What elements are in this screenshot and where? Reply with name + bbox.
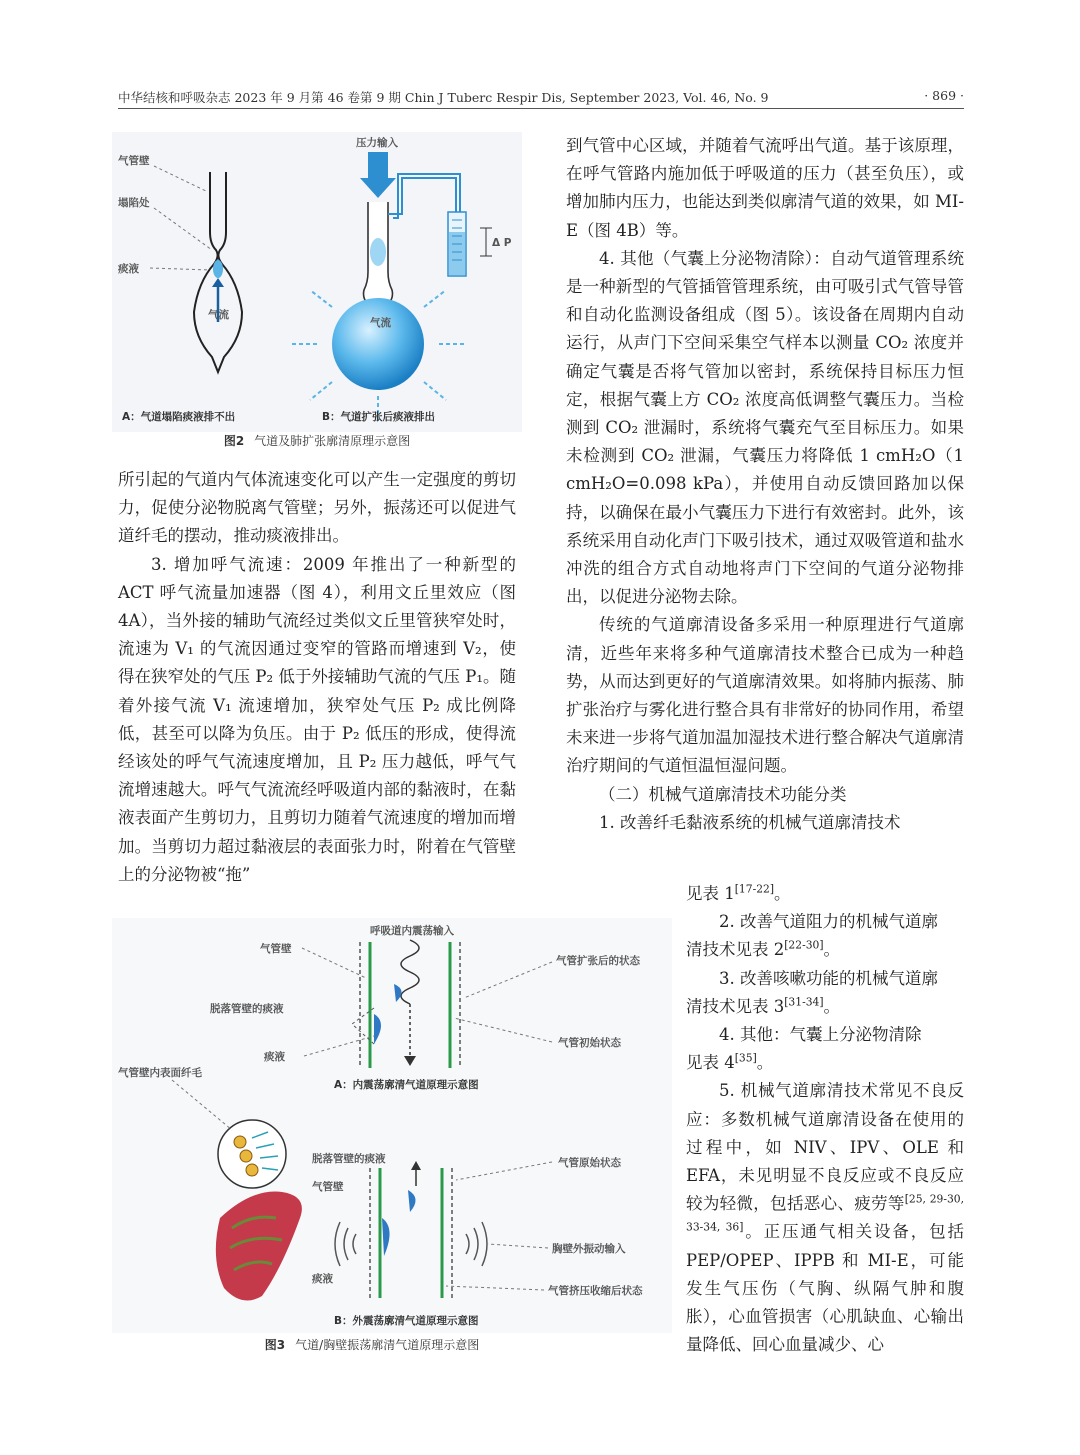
label-sputum: 痰液 <box>118 263 139 275</box>
item-3-text: 清技术见表 3 <box>686 996 785 1016</box>
label-collapse: 塌陷处 <box>118 197 150 209</box>
label-chest-input: 胸壁外振动输入 <box>552 1243 626 1255</box>
figure-2b-sublabel: B：气道扩张后痰液排出 <box>322 411 436 423</box>
item-4-end: 。 <box>756 1053 774 1073</box>
section-heading: （二）机械气道廓清技术功能分类 <box>599 784 847 804</box>
label-airway-wall: 气管壁 <box>118 155 150 167</box>
left-paragraph-2: 3. 增加呼气流速：2009 年推出了一种新型的 ACT 呼气流量加速器（图 4），利用文丘里效应（图4A），当外接的辅助气流经过类似文丘里管狭窄处时，流速为 V₁ 的气流因通过变窄的管路而增速到 V₂，使得在狭窄处的气压 P₂ 低于外接辅助气流的气压 P₁。随着外接气流 V₁ 流速增加，狭窄处气压 P₂ 成比例降低，甚至可以降为负压。由于 P₂ 低压的形成，使得流经该处的呼气气流速度增加，且 P₂ 压力越低，呼气气流增速越大。呼气气流流经呼吸道内部的黏液时，在黏液表面产生剪切力，且剪切力随着气流速度的增加而增加。当剪切力超过黏液层的表面张力时，附着在气管壁上的分泌物被“拖” <box>118 554 516 884</box>
label-detached-a: 脱落管壁的痰液 <box>210 1003 284 1015</box>
figure-3b-sublabel: B：外震荡廓清气道原理示意图 <box>334 1315 479 1327</box>
label-cilia: 气管壁内表面纤毛 <box>118 1067 202 1079</box>
item-2-text: 清技术见表 2 <box>686 940 785 960</box>
item-4-line-1: 4. 其他：气囊上分泌物清除 <box>719 1025 922 1045</box>
running-header <box>118 88 964 109</box>
item-5-continued: 。正压通气相关设备，包括 PEP/OPEP、IPPB 和 MI-E，可能发生气压伤（气胸、纵隔气肿和腹胀），心血管损害（心肌缺血、心输出量降低、回心血量减少、心 <box>686 1222 964 1355</box>
label-original-state: 气管原始状态 <box>558 1157 621 1169</box>
item-1-end: 。 <box>774 884 791 903</box>
header-journal: 中华结核和呼吸杂志 2023 年 9 月第 46 卷第 9 期 Chin J Tuberc Respir Dis, September 2023, Vol. 46, No. 9 <box>118 90 769 105</box>
label-initial-state: 气管初始状态 <box>558 1037 621 1049</box>
figure-3-caption-text: 气道/胸壁振荡廓清气道原理示意图 <box>295 1338 480 1352</box>
pressure-arrow-shaft <box>368 152 388 180</box>
label-pressure-input: 压力输入 <box>356 137 398 149</box>
figure-3a-sublabel: A：内震荡廓清气道原理示意图 <box>334 1079 479 1091</box>
item-3-ref: [31-34] <box>784 995 824 1009</box>
header-page-number: · 869 · <box>924 88 964 103</box>
label-airflow-b: 气流 <box>370 317 391 329</box>
figure-2-diagram <box>112 132 522 432</box>
label-detached-b: 脱落管壁的痰液 <box>312 1153 386 1165</box>
label-internal-input: 呼吸道内震荡输入 <box>370 925 454 937</box>
item-1-line-2 <box>686 880 964 908</box>
label-wall-a: 气管壁 <box>260 943 292 955</box>
figure-3-caption <box>112 1336 632 1353</box>
right-narrow-block <box>686 880 964 1359</box>
item-2-end: 。 <box>823 940 841 960</box>
label-delta-p: Δ P <box>492 237 512 249</box>
label-expanded-state: 气管扩张后的状态 <box>556 955 640 967</box>
item-5-text: 5. 机械气道廓清技术常见不良反应：多数机械气道廓清设备在使用的过程中，如 NIV、IPV、OLE 和 EFA，未见明显不良反应或不良反应较为轻微，包括恶心、疲劳等 <box>686 1081 964 1214</box>
label-sputum-a: 痰液 <box>264 1051 285 1063</box>
item-4-ref: [35] <box>734 1051 757 1065</box>
label-wall-b: 气管壁 <box>312 1181 344 1193</box>
figure-2a-sublabel: A：气道塌陷痰液排不出 <box>122 411 236 423</box>
sputum-blob <box>213 260 223 278</box>
label-compressed-state: 气管挤压收缩后状态 <box>548 1285 643 1297</box>
label-sputum-b: 痰液 <box>312 1273 333 1285</box>
figure-2-caption-text: 气道及肺扩张廓清原理示意图 <box>254 434 411 448</box>
item-4-text: 见表 4 <box>686 1053 735 1073</box>
right-column-text <box>566 132 964 837</box>
figure-2-caption <box>112 432 522 449</box>
item-1-line-1: 1. 改善纤毛黏液系统的机械气道廓清技术 <box>599 812 901 832</box>
item-3-line-2 <box>686 993 964 1021</box>
left-paragraph-1: 所引起的气道内气体流速变化可以产生一定强度的剪切力，促使分泌物脱离气管壁；另外，振荡还可以促进气道纤毛的摆动，推动痰液排出。 <box>118 470 516 546</box>
figure-3-caption-number: 图3 <box>264 1338 286 1352</box>
figure-2 <box>112 132 522 452</box>
right-paragraph-1: 到气管中心区域，并随着气流呼出气道。基于该原理，在呼气管路内施加低于呼吸道的压力（甚至负压），或增加肺内压力，也能达到类似廓清气道的效果，如 MI-E（图 4B）等。 <box>566 136 964 240</box>
left-column-text <box>118 466 516 889</box>
item-3-line-1: 3. 改善咳嗽功能的机械气道廓 <box>719 968 938 988</box>
item-5-ref: [25, 29-30, 33-34, 36] <box>686 1192 965 1234</box>
item-2-line-1: 2. 改善气道阻力的机械气道廓 <box>719 912 938 932</box>
item-5-paragraph <box>686 1077 964 1359</box>
item-1-text: 见表 1 <box>686 884 735 903</box>
item-1-ref: [17-22] <box>734 882 775 896</box>
item-2-line-2 <box>686 936 964 964</box>
figure-3 <box>112 918 672 1358</box>
right-paragraph-3: 传统的气道廓清设备多采用一种原理进行气道廓清，近些年来将多种气道廓清技术整合已成为一种趋势，从而达到更好的气道廓清效果。如将肺内振荡、肺扩张治疗与雾化进行整合具有非常好的协同作用，希望未来进一步将气道加温加湿技术进行整合解决气道廓清治疗期间的气道恒温恒湿问题。 <box>566 615 964 776</box>
figure-2-caption-number: 图2 <box>223 434 245 448</box>
item-2-ref: [22-30] <box>784 938 824 952</box>
figure-3-diagram <box>112 918 672 1333</box>
lung-balloon <box>332 298 424 390</box>
item-3-end: 。 <box>823 996 841 1016</box>
item-4-line-2 <box>686 1049 964 1077</box>
label-airflow-a: 气流 <box>208 309 229 321</box>
right-paragraph-2: 4. 其他（气囊上分泌物清除）：自动气道管理系统是一种新型的气管插管管理系统，由可吸引式气管导管和自动化监测设备组成（图 5）。该设备在周期内自动运行，从声门下空间采集空气样本以测量 CO₂ 浓度并确定气囊是否将气管加以密封，系统保持目标压力恒定，根据气囊上方 CO₂ 浓度高低调整气囊压力。当检测到 CO₂ 泄漏时，系统将气囊充气至目标压力。如果未检测到 CO₂ 泄漏，气囊压力将降低 1 cmH₂O（1 cmH₂O=0.098 kPa），并使用自动反馈回路加以保持，以确保在最小气囊压力下进行有效密封。此外，该系统采用自动化声门下吸引技术，通过双吸管道和盐水冲洗的组合方式自动地将声门下空间的气道分泌物排出，以促进分泌物去除。 <box>566 248 964 607</box>
